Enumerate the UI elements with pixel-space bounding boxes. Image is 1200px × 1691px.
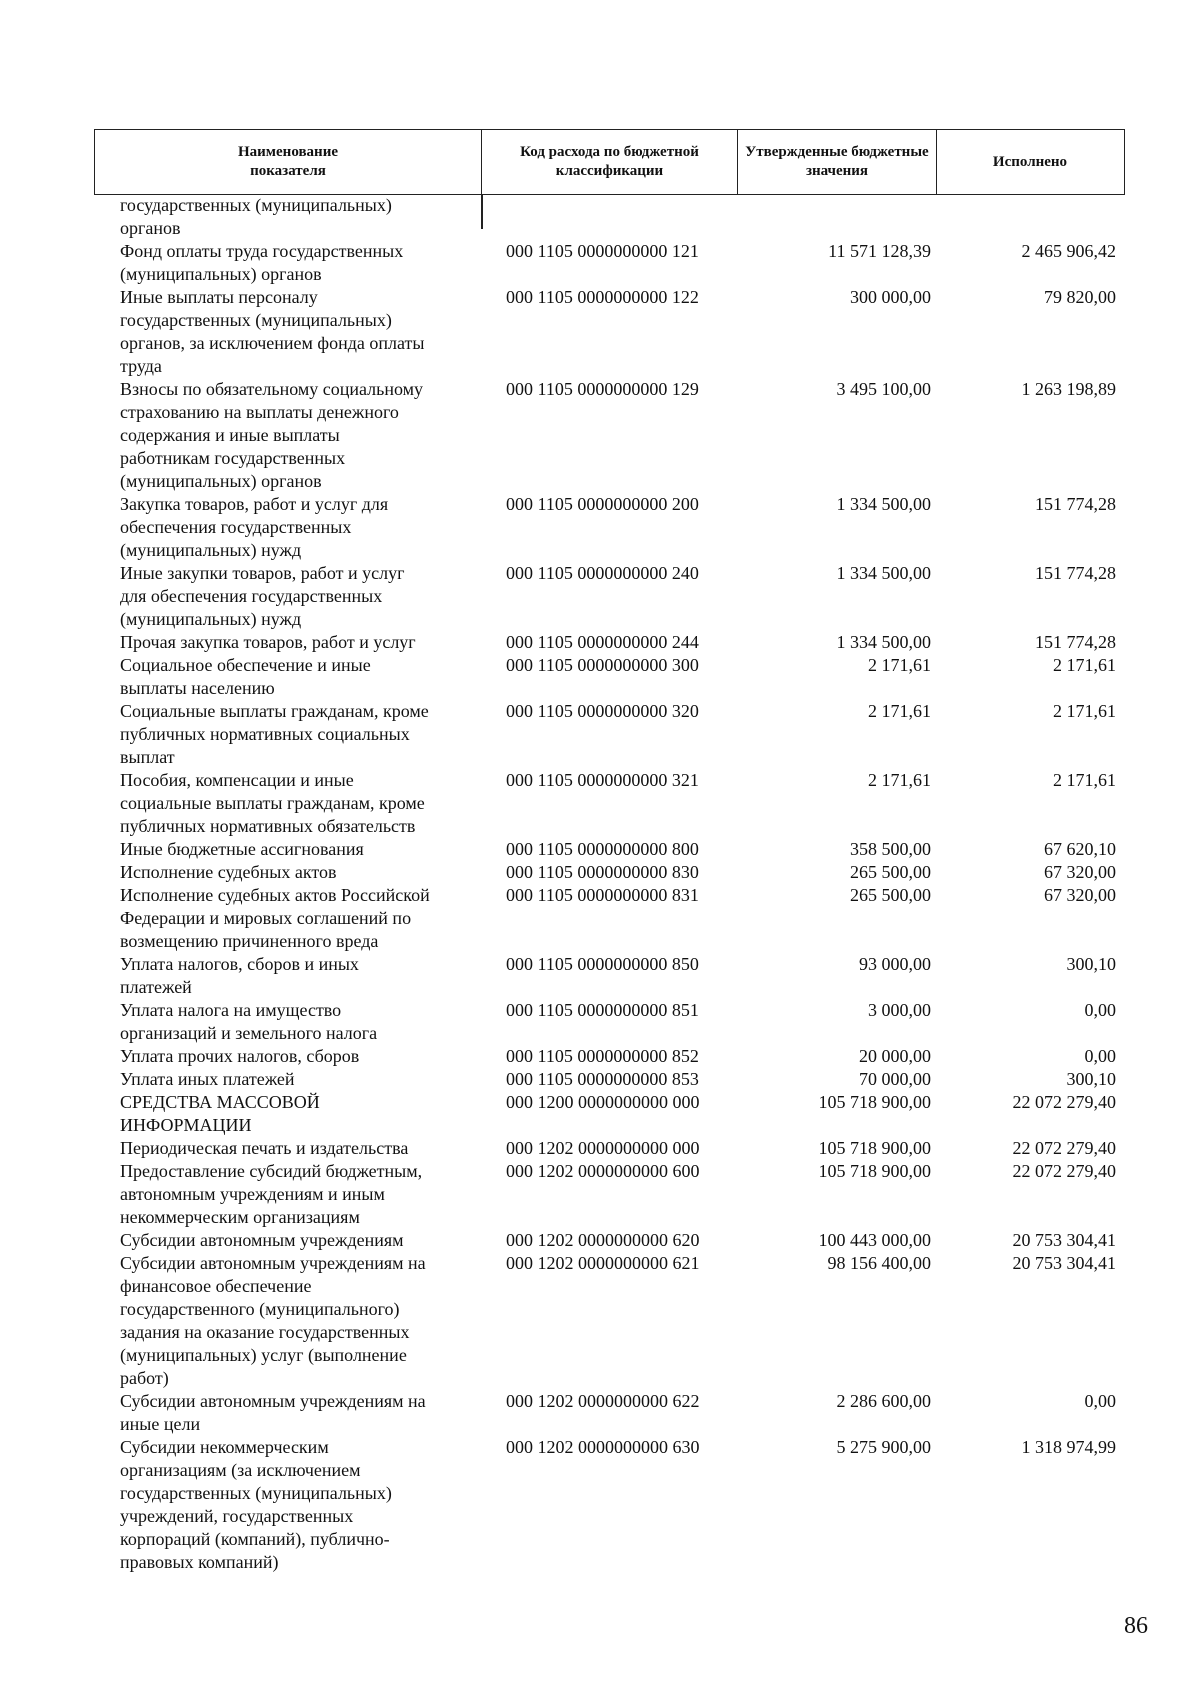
row-code: 000 1105 0000000000 244	[506, 632, 699, 652]
row-name: Социальные выплаты гражданам, кроме публичных нормативных социальных выплат	[120, 701, 429, 767]
row-name: Иные бюджетные ассигнования	[120, 839, 364, 859]
row-code: 000 1105 0000000000 321	[506, 770, 699, 790]
table-row	[0, 1068, 1200, 1091]
row-code: 000 1105 0000000000 300	[506, 655, 699, 675]
row-code: 000 1200 0000000000 000	[506, 1092, 700, 1112]
row-executed: 151 774,28	[1035, 494, 1116, 514]
row-executed: 151 774,28	[1035, 563, 1116, 583]
row-approved: 100 443 000,00	[818, 1230, 931, 1250]
table-row	[0, 1137, 1200, 1160]
row-name: Субсидии автономным учреждениям на финансовое обеспечение государственного (муниципального) задания на оказание государственных (муниципальных) услуг (выполнение работ)	[120, 1253, 426, 1388]
row-executed: 67 620,10	[1044, 839, 1116, 859]
row-approved: 11 571 128,39	[828, 241, 931, 261]
table-row	[0, 838, 1200, 861]
row-code: 000 1105 0000000000 240	[506, 563, 699, 583]
row-executed: 20 753 304,41	[1012, 1253, 1116, 1273]
table-row	[0, 1436, 1200, 1574]
table-row	[0, 1091, 1200, 1137]
row-executed: 0,00	[1084, 1000, 1116, 1020]
row-approved: 20 000,00	[859, 1046, 931, 1066]
row-code: 000 1202 0000000000 621	[506, 1253, 700, 1273]
row-executed: 2 171,61	[1053, 701, 1116, 721]
row-approved: 2 171,61	[868, 770, 931, 790]
row-name: Исполнение судебных актов	[120, 862, 337, 882]
header-code: Код расхода по бюджетной классификации	[482, 130, 738, 194]
row-code: 000 1105 0000000000 129	[506, 379, 699, 399]
table-header	[94, 129, 1125, 195]
row-code: 000 1105 0000000000 831	[506, 885, 699, 905]
row-code: 000 1105 0000000000 830	[506, 862, 699, 882]
row-executed: 67 320,00	[1044, 885, 1116, 905]
row-name: Прочая закупка товаров, работ и услуг	[120, 632, 416, 652]
table-row	[0, 194, 1200, 240]
row-executed: 151 774,28	[1035, 632, 1116, 652]
row-approved: 98 156 400,00	[827, 1253, 931, 1273]
table-row	[0, 999, 1200, 1045]
row-name: Субсидии некоммерческим организациям (за исключением государственных (муниципальных) учреждений, государственных корпораций (компаний), публично- правовых компаний)	[120, 1437, 392, 1572]
row-name: Субсидии автономным учреждениям	[120, 1230, 404, 1250]
row-executed: 22 072 279,40	[1012, 1138, 1116, 1158]
row-name: Уплата налогов, сборов и иных платежей	[120, 954, 359, 997]
row-code: 000 1105 0000000000 320	[506, 701, 699, 721]
row-executed: 20 753 304,41	[1012, 1230, 1116, 1250]
table-row	[0, 1045, 1200, 1068]
row-name: Периодическая печать и издательства	[120, 1138, 409, 1158]
row-approved: 2 286 600,00	[836, 1391, 931, 1411]
table-row	[0, 654, 1200, 700]
row-code: 000 1202 0000000000 622	[506, 1391, 700, 1411]
row-executed: 2 171,61	[1053, 770, 1116, 790]
row-name: Пособия, компенсации и иные социальные выплаты гражданам, кроме публичных нормативных обязательств	[120, 770, 425, 836]
table-body	[0, 194, 1200, 1574]
row-approved: 93 000,00	[859, 954, 931, 974]
table-row	[0, 700, 1200, 769]
row-name: Предоставление субсидий бюджетным, автономным учреждениям и иным некоммерческим организациям	[120, 1161, 423, 1227]
row-approved: 2 171,61	[868, 655, 931, 675]
row-executed: 79 820,00	[1044, 287, 1116, 307]
table-row	[0, 769, 1200, 838]
table-row	[0, 562, 1200, 631]
row-code: 000 1202 0000000000 600	[506, 1161, 700, 1181]
row-code: 000 1105 0000000000 853	[506, 1069, 699, 1089]
row-executed: 300,10	[1066, 954, 1116, 974]
row-approved: 105 718 900,00	[818, 1092, 931, 1112]
row-approved: 265 500,00	[850, 862, 931, 882]
row-executed: 67 320,00	[1044, 862, 1116, 882]
table-row	[0, 1390, 1200, 1436]
row-approved: 105 718 900,00	[818, 1138, 931, 1158]
row-code: 000 1105 0000000000 121	[506, 241, 699, 261]
header-name: Наименование показателя	[95, 130, 482, 194]
row-approved: 265 500,00	[850, 885, 931, 905]
row-executed: 2 171,61	[1053, 655, 1116, 675]
row-code: 000 1105 0000000000 851	[506, 1000, 699, 1020]
row-approved: 1 334 500,00	[836, 632, 931, 652]
row-name: государственных (муниципальных) органов	[120, 195, 392, 238]
row-code: 000 1105 0000000000 200	[506, 494, 699, 514]
row-executed: 22 072 279,40	[1012, 1161, 1116, 1181]
row-name: Иные выплаты персоналу государственных (муниципальных) органов, за исключением фонда оплаты труда	[120, 287, 425, 376]
table-row	[0, 631, 1200, 654]
table-row	[0, 1160, 1200, 1229]
row-code: 000 1202 0000000000 620	[506, 1230, 700, 1250]
table-row	[0, 884, 1200, 953]
table-row	[0, 493, 1200, 562]
table-row	[0, 240, 1200, 286]
header-approved: Утвержденные бюджетные значения	[738, 130, 937, 194]
row-approved: 1 334 500,00	[836, 563, 931, 583]
row-approved: 105 718 900,00	[818, 1161, 931, 1181]
row-code: 000 1105 0000000000 122	[506, 287, 699, 307]
row-name: Закупка товаров, работ и услуг для обеспечения государственных (муниципальных) нужд	[120, 494, 389, 560]
row-approved: 2 171,61	[868, 701, 931, 721]
row-code: 000 1105 0000000000 850	[506, 954, 699, 974]
row-code: 000 1105 0000000000 800	[506, 839, 699, 859]
table-row	[0, 953, 1200, 999]
row-approved: 70 000,00	[859, 1069, 931, 1089]
page-number: 86	[1124, 1613, 1148, 1639]
table-row	[0, 861, 1200, 884]
row-name: Социальное обеспечение и иные выплаты населению	[120, 655, 371, 698]
row-code: 000 1202 0000000000 630	[506, 1437, 700, 1457]
row-code: 000 1105 0000000000 852	[506, 1046, 699, 1066]
row-executed: 300,10	[1066, 1069, 1116, 1089]
header-executed: Исполнено	[992, 153, 1068, 170]
row-name: Фонд оплаты труда государственных (муниципальных) органов	[120, 241, 404, 284]
row-name: Иные закупки товаров, работ и услуг для обеспечения государственных (муниципальных) нужд	[120, 563, 405, 629]
row-name: Исполнение судебных актов Российской Федерации и мировых соглашений по возмещению причиненного вреда	[120, 885, 430, 951]
row-executed: 1 263 198,89	[1021, 379, 1116, 399]
row-approved: 1 334 500,00	[836, 494, 931, 514]
row-executed: 2 465 906,42	[1021, 241, 1116, 261]
row-executed: 0,00	[1084, 1046, 1116, 1066]
row-approved: 300 000,00	[850, 287, 931, 307]
row-executed: 22 072 279,40	[1012, 1092, 1116, 1112]
row-executed: 0,00	[1084, 1391, 1116, 1411]
row-name: СРЕДСТВА МАССОВОЙ ИНФОРМАЦИИ	[120, 1092, 320, 1135]
row-approved: 3 495 100,00	[836, 379, 931, 399]
row-name: Уплата прочих налогов, сборов	[120, 1046, 360, 1066]
row-approved: 5 275 900,00	[836, 1437, 931, 1457]
row-name: Уплата иных платежей	[120, 1069, 295, 1089]
row-name: Уплата налога на имущество организаций и земельного налога	[120, 1000, 378, 1043]
row-approved: 358 500,00	[850, 839, 931, 859]
row-name: Взносы по обязательному социальному страхованию на выплаты денежного содержания и иные выплаты работникам государственных (муниципальных) органов	[120, 379, 424, 491]
row-approved: 3 000,00	[868, 1000, 931, 1020]
table-row	[0, 286, 1200, 378]
table-row	[0, 1229, 1200, 1252]
row-executed: 1 318 974,99	[1021, 1437, 1116, 1457]
table-row	[0, 378, 1200, 493]
row-name: Субсидии автономным учреждениям на иные цели	[120, 1391, 426, 1434]
row-code: 000 1202 0000000000 000	[506, 1138, 700, 1158]
table-row	[0, 1252, 1200, 1390]
